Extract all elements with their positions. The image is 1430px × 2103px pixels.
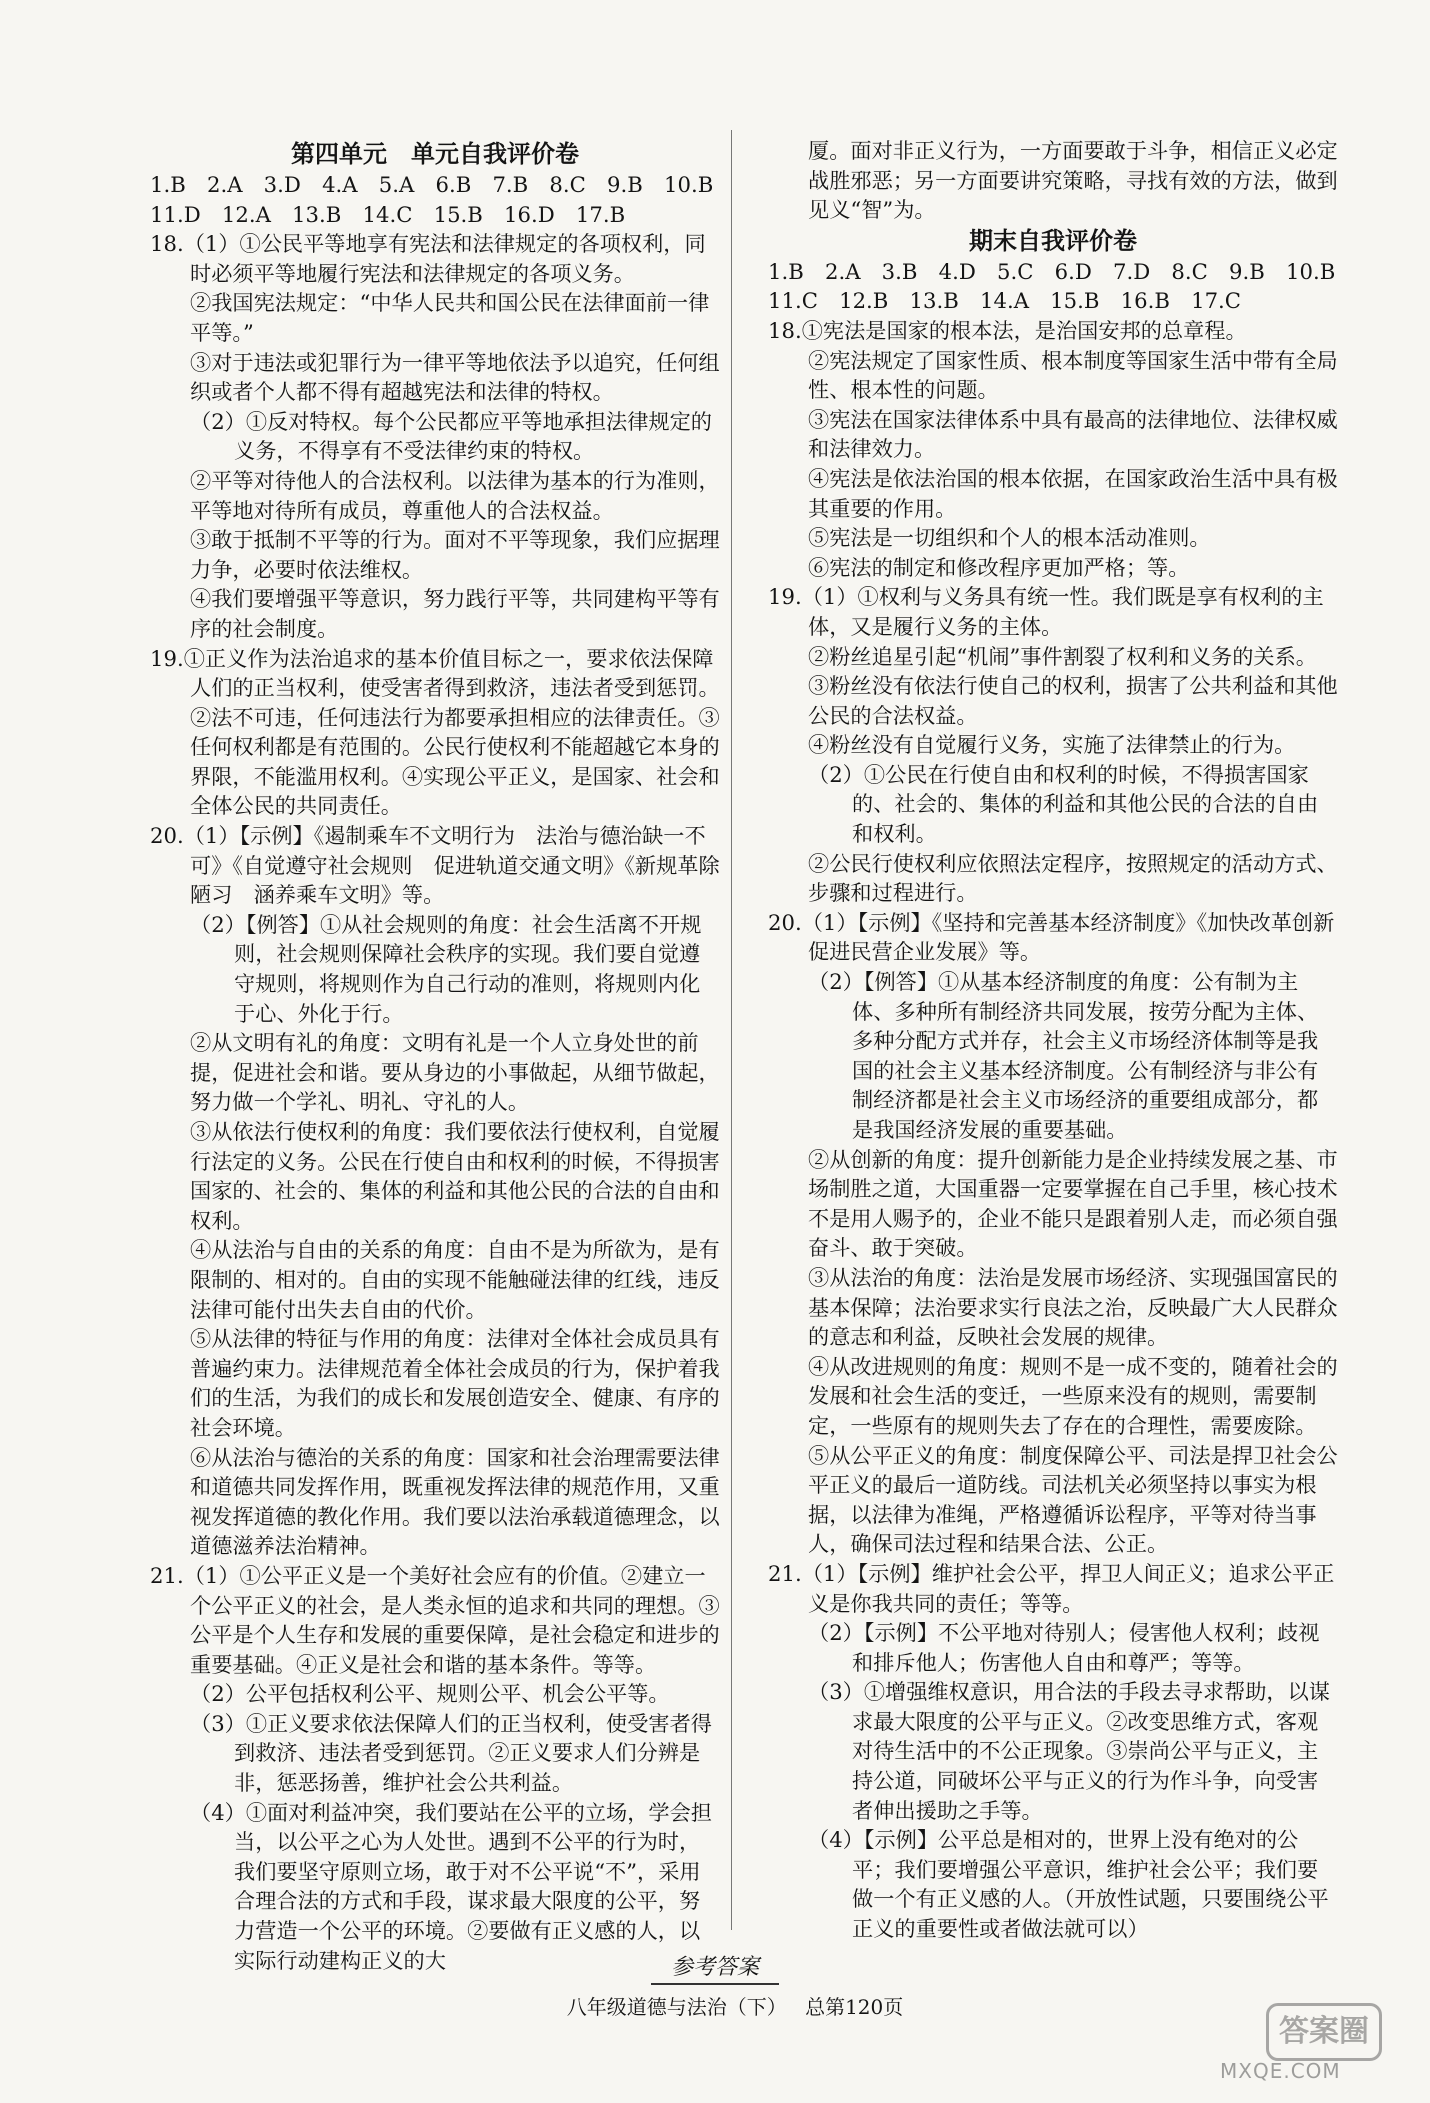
answer-20-2-point: ②从创新的角度：提升创新能力是企业持续发展之基、市场制胜之道，大国重器一定要掌握在自己手里，核心技术不是用人赐予的，企业不能只是跟着别人走，而必须自强奋斗、敢于突破。 — [808, 1146, 1338, 1261]
answer-20-2: （2）【例答】①从社会规则的角度：社会生活离不开规则，社会规则保障社会秩序的实现。我们要自觉遵守规则，将规则作为自己行动的准则，将规则内化于心、外化于行。 — [190, 911, 702, 1026]
answer-21-4: （4）【示例】公平总是相对的，世界上没有绝对的公平；我们要增强公平意识，维护社会公平；我们要做一个有正义感的人。（开放性试题，只要围绕公平正义的重要性或者做法就可以） — [808, 1827, 1329, 1942]
answer-19-1-point: ②粉丝追星引起“机闹”事件割裂了权利和义务的关系。 — [808, 643, 1317, 669]
answer-18-point: ③宪法在国家法律体系中具有最高的法律地位、法律权威和法律效力。 — [808, 406, 1338, 462]
page-number: 总第120页 — [805, 1995, 904, 2019]
column-divider — [731, 130, 732, 1930]
answer-18-point: ②宪法规定了国家性质、根本制度等国家生活中带有全局性、根本性的问题。 — [808, 347, 1338, 403]
answer-18-1: 18.（1）①公民平等地享有宪法和法律规定的各项权利，同时必须平等地履行宪法和法律规定的各项义务。 — [150, 231, 706, 286]
mc-answers-line2: 11.C 12.B 13.B 14.A 15.B 16.B 17.C — [768, 288, 1241, 314]
footer-info — [20, 1991, 1430, 2020]
mc-answers-line2: 11.D 12.A 13.B 14.C 15.B 16.D 17.B — [150, 201, 626, 227]
answer-21-2: （2）【示例】不公平地对待别人；侵害他人权利；歧视和排斥他人；伤害他人自由和尊严；等等。 — [808, 1620, 1320, 1675]
answer-21-4-continued: 厦。面对非正义行为，一方面要敢于斗争，相信正义必定战胜邪恶；另一方面要讲究策略，寻找有效的方法，做到见义“智”为。 — [808, 138, 1338, 223]
answer-18-point: ⑤宪法是一切组织和个人的根本活动准则。 — [808, 525, 1211, 551]
answer-21-3: （3）①正义要求依法保障人们的正当权利，使受害者得到救济、违法者受到惩罚。②正义要求人们分辨是非，惩恶扬善，维护社会公共利益。 — [190, 1710, 712, 1796]
answer-18-1-point: ③对于违法或犯罪行为一律平等地依法予以追究，任何组织或者个人都不得有超越宪法和法律的特权。 — [190, 349, 720, 405]
answer-19: 19.①正义作为法治追求的基本价值目标之一，要求依法保障人们的正当权利，使受害者得到救济，违法者受到惩罚。②法不可违，任何违法行为都要承担相应的法律责任。③任何权利都是有范围的。公民行使权利不能超越它本身的界限，不能滥用权利。④实现公平正义，是国家、社会和全体公民的共同责任。 — [150, 645, 720, 819]
answer-20-2-point: ⑥从法治与德治的关系的角度：国家和社会治理需要法律和道德共同发挥作用，既重视发挥法律的规范作用，又重视发挥道德的教化作用。我们要以法治承载道德理念，以道德滋养法治精神。 — [190, 1444, 720, 1559]
answer-19-1-point: ③粉丝没有依法行使自己的权利，损害了公共利益和其他公民的合法权益。 — [808, 673, 1338, 728]
answer-18: 18.①宪法是国家的根本法，是治国安邦的总章程。 — [768, 317, 1247, 343]
answer-20-2-point: ⑤从公平正义的角度：制度保障公平、司法是捍卫社会公平正义的最后一道防线。司法机关必须坚持以事实为根据，以法律为准绳，严格遵循诉讼程序，平等对待当事人，确保司法过程和结果合法、公正。 — [808, 1442, 1338, 1557]
answer-20-1: 20.（1）【示例】《坚持和完善基本经济制度》《加快改革创新促进民营企业发展》等。 — [768, 909, 1335, 965]
answer-18-2-point: ②平等对待他人的合法权利。以法律为基本的行为准则，平等地对待所有成员，尊重他人的合法权益。 — [190, 467, 720, 523]
answer-20-1: 20.（1）【示例】《遏制乘车不文明行为 法治与德治缺一不可》《自觉遵守社会规则 促进轨道交通文明》《新规革除陋习 涵养乘车文明》等。 — [150, 823, 720, 908]
left-column — [150, 138, 720, 1975]
page-footer — [0, 1950, 1430, 2020]
unit4-heading: 第四单元 单元自我评价卷 — [291, 139, 579, 168]
answer-20-2-point: ②从文明有礼的角度：文明有礼是一个人立身处世的前提，促进社会和谐。要从身边的小事做起，从细节做起，努力做一个学礼、明礼、守礼的人。 — [190, 1030, 720, 1115]
answer-20-2-point: ⑤从法律的特征与作用的角度：法律对全体社会成员具有普遍约束力。法律规范着全体社会成员的行为，保护着我们的生活，为我们的成长和发展创造安全、健康、有序的社会环境。 — [190, 1326, 720, 1440]
answer-20-2-point: ④从法治与自由的关系的角度：自由不是为所欲为，是有限制的、相对的。自由的实现不能触碰法律的红线，违反法律可能付出失去自由的代价。 — [190, 1237, 720, 1322]
right-column — [768, 136, 1338, 1944]
answer-21-1: 21.（1）【示例】维护社会公平，捍卫人间正义；追求公平正义是你我共同的责任；等等。 — [768, 1560, 1335, 1616]
answer-18-2-point: ③敢于抵制不平等的行为。面对不平等现象，我们应据理力争，必要时依法维权。 — [190, 527, 720, 582]
answer-19-2-point: ②公民行使权利应依照法定程序，按照规定的活动方式、步骤和过程进行。 — [808, 850, 1338, 906]
answer-18-2-point: ④我们要增强平等意识，努力践行平等，共同建构平等有序的社会制度。 — [190, 586, 720, 641]
watermark — [1220, 2003, 1390, 2083]
answer-19-2: （2）①公民在行使自由和权利的时候，不得损害国家的、社会的、集体的利益和其他公民的合法的自由和权利。 — [808, 761, 1319, 847]
answer-18-2: （2）①反对特权。每个公民都应平等地承担法律规定的义务，不得享有不受法律约束的特权。 — [190, 408, 712, 464]
footer-title: 参考答案 — [651, 1950, 779, 1985]
answer-21-1: 21.（1）①公平正义是一个美好社会应有的价值。②建立一个公平正义的社会，是人类永恒的追求和共同的理想。③公平是个人生存和发展的重要保障，是社会稳定和进步的重要基础。④正义是社会和谐的基本条件。等等。 — [150, 1562, 720, 1677]
mc-answers-line1: 1.B 2.A 3.D 4.A 5.A 6.B 7.B 8.C 9.B 10.B — [150, 172, 714, 197]
answer-18-point: ④宪法是依法治国的根本依据，在国家政治生活中具有极其重要的作用。 — [808, 465, 1338, 521]
watermark-url: MXQE.COM — [1220, 2059, 1341, 2083]
answer-18-1-point: ②我国宪法规定：“中华人民共和国公民在法律面前一律平等。” — [190, 290, 710, 345]
answer-19-1-point: ④粉丝没有自觉履行义务，实施了法律禁止的行为。 — [808, 732, 1296, 758]
answer-20-2-point: ④从改进规则的角度：规则不是一成不变的，随着社会的发展和社会生活的变迁，一些原来没有的规则，需要制定，一些原有的规则失去了存在的合理性，需要废除。 — [808, 1353, 1338, 1438]
answer-20-2-point: ③从法治的角度：法治是发展市场经济、实现强国富民的基本保障；法治要求实行良法之治，反映最广大人民群众的意志和利益，反映社会发展的规律。 — [808, 1264, 1338, 1350]
watermark-logo: 答案圈 — [1266, 2003, 1382, 2061]
final-exam-heading: 期末自我评价卷 — [969, 225, 1137, 255]
answer-21-2: （2）公平包括权利公平、规则公平、机会公平等。 — [190, 1681, 670, 1707]
answer-20-2: （2）【例答】①从基本经济制度的角度：公有制为主体、多种所有制经济共同发展，按劳分配为主体、多种分配方式并存，社会主义市场经济体制等是我国的社会主义基本经济制度。公有制经济与非公有制经济都是社会主义市场经济的重要组成部分，都是我国经济发展的重要基础。 — [808, 969, 1319, 1142]
mc-answers-line1: 1.B 2.A 3.B 4.D 5.C 6.D 7.D 8.C 9.B 10.B — [768, 258, 1336, 284]
answer-21-3: （3）①增强维权意识，用合法的手段去寻求帮助，以谋求最大限度的公平与正义。②改变思维方式，客观对待生活中的不公正现象。③崇尚公平与正义，主持公道，同破坏公平与正义的行为作斗争，向受害者伸出援助之手等。 — [808, 1679, 1330, 1823]
answer-18-point: ⑥宪法的制定和修改程序更加严格；等。 — [808, 554, 1190, 580]
answer-20-2-point: ③从依法行使权利的角度：我们要依法行使权利，自觉履行法定的义务。公民在行使自由和权利的时候，不得损害国家的、社会的、集体的利益和其他公民的合法的自由和权利。 — [190, 1119, 720, 1233]
footer-grade: 八年级道德与法治（下） — [566, 1995, 787, 2019]
answer-19-1: 19.（1）①权利与义务具有统一性。我们既是享有权利的主体，又是履行义务的主体。 — [768, 584, 1324, 639]
answer-21-4: （4）①面对利益冲突，我们要站在公平的立场，学会担当，以公平之心为人处世。遇到不公平的行为时，我们要坚守原则立场，敢于对不公平说“不”，采用合理合法的方式和手段，谋求最大限度的公平，努力营造一个公平的环境。②要做有正义感的人，以实际行动建构正义的大 — [190, 1799, 712, 1973]
